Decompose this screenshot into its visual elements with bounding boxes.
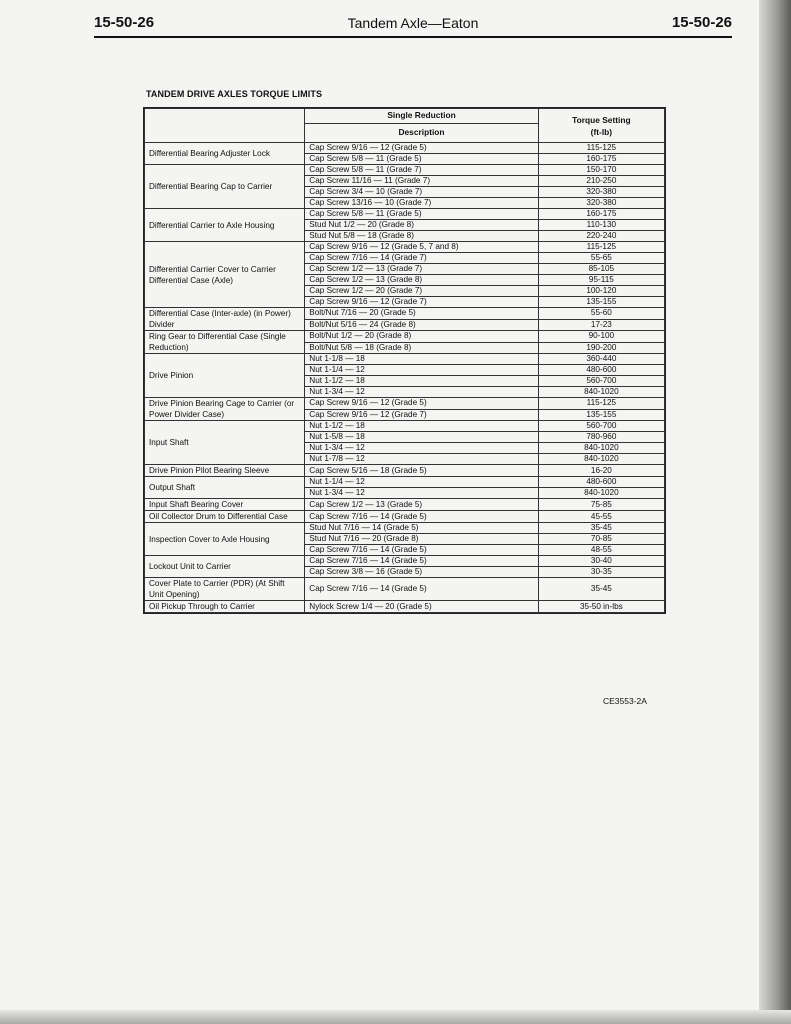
component-cell: Input Shaft Bearing Cover xyxy=(145,499,305,511)
component-cell: Lockout Unit to Carrier xyxy=(145,556,305,578)
torque-value-cell: 115-125 xyxy=(538,398,664,410)
page-binding-shadow xyxy=(759,0,791,1024)
fastener-description-cell: Cap Screw 7/16 — 14 (Grade 5) xyxy=(305,556,538,567)
component-cell: Drive Pinion xyxy=(145,354,305,398)
component-cell: Inspection Cover to Axle Housing xyxy=(145,523,305,556)
table-body xyxy=(145,143,665,613)
fastener-description-cell: Nut 1-3/4 — 12 xyxy=(305,488,538,499)
torque-value-cell: 320-380 xyxy=(538,198,664,209)
fastener-description-cell: Cap Screw 7/16 — 14 (Grade 5) xyxy=(305,511,538,523)
fastener-description-cell: Bolt/Nut 1/2 — 20 (Grade 8) xyxy=(305,331,538,343)
component-cell: Differential Carrier Cover to Carrier Differential Case (Axle) xyxy=(145,242,305,308)
torque-value-cell: 135-155 xyxy=(538,297,664,308)
torque-value-cell: 100-120 xyxy=(538,286,664,297)
torque-value-cell: 160-175 xyxy=(538,154,664,165)
table-row xyxy=(145,465,665,477)
torque-value-cell: 780-960 xyxy=(538,432,664,443)
fastener-description-cell: Stud Nut 7/16 — 20 (Grade 8) xyxy=(305,534,538,545)
component-cell: Input Shaft xyxy=(145,421,305,465)
component-cell: Differential Case (Inter-axle) (in Power) Divider xyxy=(145,308,305,331)
torque-value-cell: 115-125 xyxy=(538,242,664,253)
torque-value-cell: 35-45 xyxy=(538,523,664,534)
fastener-description-cell: Cap Screw 1/2 — 13 (Grade 5) xyxy=(305,499,538,511)
torque-value-cell: 35-50 in-lbs xyxy=(538,601,664,613)
table-row xyxy=(145,143,665,154)
torque-header-unit: (ft-lb) xyxy=(590,126,613,137)
fastener-description-cell: Nut 1-7/8 — 12 xyxy=(305,454,538,465)
table-row xyxy=(145,209,665,220)
component-cell: Output Shaft xyxy=(145,477,305,499)
fastener-description-cell: Nut 1-5/8 — 18 xyxy=(305,432,538,443)
torque-value-cell: 30-35 xyxy=(538,567,664,578)
fastener-description-cell: Cap Screw 9/16 — 12 (Grade 7) xyxy=(305,409,538,421)
fastener-description-cell: Nut 1-1/4 — 12 xyxy=(305,365,538,376)
figure-code: CE3553-2A xyxy=(603,696,647,706)
fastener-description-cell: Cap Screw 1/2 — 20 (Grade 7) xyxy=(305,286,538,297)
table-row xyxy=(145,523,665,534)
component-cell: Ring Gear to Differential Case (Single Reduction) xyxy=(145,331,305,354)
page-bottom-shadow xyxy=(0,1010,791,1024)
torque-value-cell: 35-45 xyxy=(538,578,664,601)
table-row xyxy=(145,242,665,253)
torque-value-cell: 840-1020 xyxy=(538,387,664,398)
torque-value-cell: 95-115 xyxy=(538,275,664,286)
fastener-description-cell: Cap Screw 9/16 — 12 (Grade 5) xyxy=(305,143,538,154)
component-cell: Differential Bearing Adjuster Lock xyxy=(145,143,305,165)
fastener-description-cell: Nut 1-1/8 — 18 xyxy=(305,354,538,365)
torque-value-cell: 135-155 xyxy=(538,409,664,421)
fastener-description-cell: Cap Screw 3/4 — 10 (Grade 7) xyxy=(305,187,538,198)
table-row xyxy=(145,578,665,601)
blank-header-cell xyxy=(145,109,305,143)
component-cell: Drive Pinion Pilot Bearing Sleeve xyxy=(145,465,305,477)
table-row xyxy=(145,421,665,432)
fastener-description-cell: Nut 1-1/2 — 18 xyxy=(305,421,538,432)
torque-value-cell: 840-1020 xyxy=(538,454,664,465)
fastener-description-cell: Stud Nut 7/16 — 14 (Grade 5) xyxy=(305,523,538,534)
table-title: TANDEM DRIVE AXLES TORQUE LIMITS xyxy=(146,89,323,99)
torque-value-cell: 55-60 xyxy=(538,308,664,320)
component-cell: Drive Pinion Bearing Cage to Carrier (or Power Divider Case) xyxy=(145,398,305,421)
torque-limits-table xyxy=(143,107,666,614)
fastener-description-cell: Cap Screw 9/16 — 12 (Grade 5) xyxy=(305,398,538,410)
fastener-description-cell: Bolt/Nut 5/8 — 18 (Grade 8) xyxy=(305,342,538,354)
torque-value-cell: 360-440 xyxy=(538,354,664,365)
fastener-description-cell: Cap Screw 7/16 — 14 (Grade 5) xyxy=(305,545,538,556)
torque-value-cell: 840-1020 xyxy=(538,443,664,454)
table-row xyxy=(145,601,665,613)
table-row xyxy=(145,398,665,410)
torque-value-cell: 55-65 xyxy=(538,253,664,264)
fastener-description-cell: Cap Screw 5/8 — 11 (Grade 7) xyxy=(305,165,538,176)
torque-value-cell: 115-125 xyxy=(538,143,664,154)
fastener-description-cell: Cap Screw 1/2 — 13 (Grade 7) xyxy=(305,264,538,275)
fastener-description-cell: Nut 1-3/4 — 12 xyxy=(305,387,538,398)
component-cell: Cover Plate to Carrier (PDR) (At Shift Unit Opening) xyxy=(145,578,305,601)
table-row xyxy=(145,331,665,343)
torque-value-cell: 45-55 xyxy=(538,511,664,523)
table-row xyxy=(145,354,665,365)
fastener-description-cell: Nut 1-1/2 — 18 xyxy=(305,376,538,387)
fastener-description-cell: Cap Screw 7/16 — 14 (Grade 7) xyxy=(305,253,538,264)
torque-value-cell: 560-700 xyxy=(538,376,664,387)
fastener-description-cell: Cap Screw 9/16 — 12 (Grade 7) xyxy=(305,297,538,308)
torque-value-cell: 480-600 xyxy=(538,365,664,376)
component-cell: Oil Pickup Through to Carrier xyxy=(145,601,305,613)
torque-header-line1: Torque Setting xyxy=(572,114,631,125)
torque-value-cell: 480-600 xyxy=(538,477,664,488)
torque-value-cell: 17-23 xyxy=(538,319,664,331)
table-row xyxy=(145,499,665,511)
single-reduction-header: Single Reduction xyxy=(305,109,538,124)
section-title: Tandem Axle—Eaton xyxy=(347,15,479,31)
torque-value-cell: 190-200 xyxy=(538,342,664,354)
torque-value-cell: 85-105 xyxy=(538,264,664,275)
fastener-description-cell: Cap Screw 13/16 — 10 (Grade 7) xyxy=(305,198,538,209)
torque-value-cell: 48-55 xyxy=(538,545,664,556)
component-cell: Differential Carrier to Axle Housing xyxy=(145,209,305,242)
table-row xyxy=(145,556,665,567)
table-row xyxy=(145,477,665,488)
torque-value-cell: 90-100 xyxy=(538,331,664,343)
page-number-left: 15-50-26 xyxy=(94,14,155,31)
torque-value-cell: 75-85 xyxy=(538,499,664,511)
torque-value-cell: 220-240 xyxy=(538,231,664,242)
fastener-description-cell: Bolt/Nut 7/16 — 20 (Grade 5) xyxy=(305,308,538,320)
fastener-description-cell: Cap Screw 3/8 — 16 (Grade 5) xyxy=(305,567,538,578)
torque-value-cell: 560-700 xyxy=(538,421,664,432)
fastener-description-cell: Stud Nut 5/8 — 18 (Grade 8) xyxy=(305,231,538,242)
torque-value-cell: 840-1020 xyxy=(538,488,664,499)
torque-value-cell: 16-20 xyxy=(538,465,664,477)
fastener-description-cell: Nut 1-1/4 — 12 xyxy=(305,477,538,488)
torque-value-cell: 70-85 xyxy=(538,534,664,545)
fastener-description-cell: Cap Screw 1/2 — 13 (Grade 8) xyxy=(305,275,538,286)
fastener-description-cell: Cap Screw 5/8 — 11 (Grade 5) xyxy=(305,209,538,220)
page-number-right: 15-50-26 xyxy=(671,14,732,31)
torque-value-cell: 110-130 xyxy=(538,220,664,231)
component-cell: Oil Collector Drum to Differential Case xyxy=(145,511,305,523)
torque-setting-header xyxy=(538,109,664,143)
fastener-description-cell: Nylock Screw 1/4 — 20 (Grade 5) xyxy=(305,601,538,613)
fastener-description-cell: Cap Screw 11/16 — 11 (Grade 7) xyxy=(305,176,538,187)
fastener-description-cell: Cap Screw 5/8 — 11 (Grade 5) xyxy=(305,154,538,165)
fastener-description-cell: Bolt/Nut 5/16 — 24 (Grade 8) xyxy=(305,319,538,331)
fastener-description-cell: Stud Nut 1/2 — 20 (Grade 8) xyxy=(305,220,538,231)
table-row xyxy=(145,308,665,320)
torque-value-cell: 210-250 xyxy=(538,176,664,187)
fastener-description-cell: Cap Screw 9/16 — 12 (Grade 5, 7 and 8) xyxy=(305,242,538,253)
description-header: Description xyxy=(305,124,538,143)
fastener-description-cell: Cap Screw 5/16 — 18 (Grade 5) xyxy=(305,465,538,477)
fastener-description-cell: Cap Screw 7/16 — 14 (Grade 5) xyxy=(305,578,538,601)
table-row xyxy=(145,165,665,176)
page-header xyxy=(94,12,732,38)
torque-value-cell: 160-175 xyxy=(538,209,664,220)
fastener-description-cell: Nut 1-3/4 — 12 xyxy=(305,443,538,454)
component-cell: Differential Bearing Cap to Carrier xyxy=(145,165,305,209)
torque-value-cell: 150-170 xyxy=(538,165,664,176)
torque-value-cell: 30-40 xyxy=(538,556,664,567)
table-row xyxy=(145,511,665,523)
torque-value-cell: 320-380 xyxy=(538,187,664,198)
